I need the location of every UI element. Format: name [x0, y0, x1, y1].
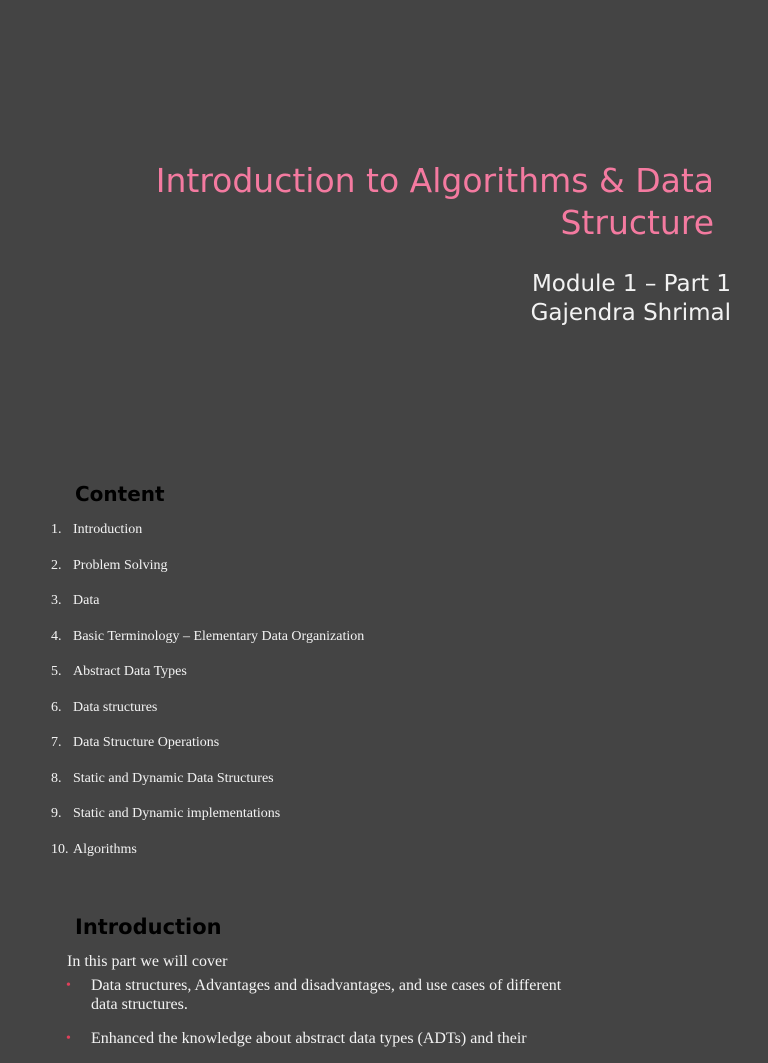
list-item-number: 10. [51, 841, 69, 857]
introduction-lead: In this part we will cover [67, 953, 228, 970]
slide-title: Introduction to Algorithms & Data Structure [155, 161, 714, 242]
title-slide [0, 0, 768, 440]
bullet-icon: • [66, 1031, 71, 1046]
list-item-label: Basic Terminology – Elementary Data Organization [73, 628, 365, 644]
introduction-slide [0, 905, 768, 1047]
list-item-number: 2. [51, 557, 62, 573]
content-slide [0, 470, 768, 900]
list-item-number: 1. [51, 522, 62, 537]
list-item-number: 6. [51, 699, 62, 715]
module-label: Module 1 – Part 1 [531, 271, 731, 297]
list-item-number: 7. [51, 735, 62, 750]
list-item-label: Data structures [73, 699, 158, 715]
list-item-label: Data Structure Operations [73, 735, 220, 750]
list-item-label: Abstract Data Types [73, 664, 187, 679]
bullet-icon: • [66, 978, 71, 993]
list-item-label: Static and Dynamic Data Structures [73, 770, 274, 786]
list-item-label: Data [73, 593, 100, 608]
list-item-label: Algorithms [73, 841, 137, 857]
list-item-number: 5. [51, 664, 62, 679]
author-name: Gajendra Shrimal [530, 300, 731, 326]
list-item-number: 8. [51, 770, 62, 786]
slide-subtitle [531, 270, 731, 328]
introduction-bullets [0, 976, 768, 1063]
list-item-label: Problem Solving [73, 557, 168, 573]
list-item-number: 4. [51, 628, 62, 644]
content-heading: Content [75, 482, 165, 506]
list-item-number: 3. [51, 593, 62, 608]
list-item-label: Static and Dynamic implementations [73, 806, 281, 821]
bullet-text: Data structures, Advantages and disadvantages, and use cases of different data structures. [91, 977, 562, 1013]
introduction-heading: Introduction [75, 915, 222, 939]
bullet-item [0, 1029, 581, 1048]
list-item-label: Introduction [73, 522, 143, 537]
bullet-item [0, 976, 581, 1014]
bullet-text: Enhanced the knowledge about abstract data types (ADTs) and their [91, 1030, 527, 1047]
list-item-number: 9. [51, 806, 62, 821]
